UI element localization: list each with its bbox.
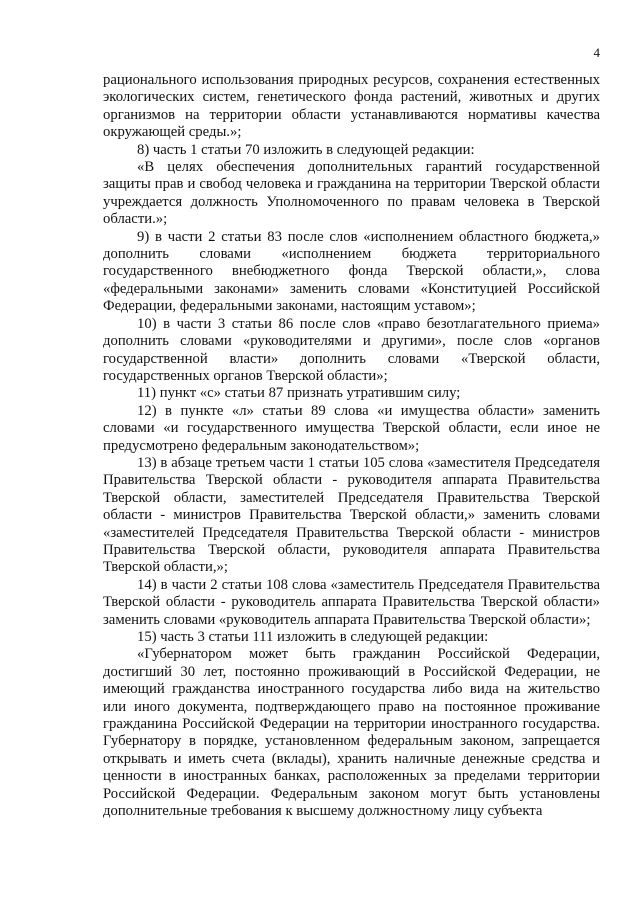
paragraph-continuation: рационального использования природных ресурсов, сохранения естественных экологических систем, генетического фонда растений, животных и других организмов на территории области устанавливаются нормативы качества окружающей среды.»; bbox=[103, 72, 600, 141]
paragraph-item-12: 12) в пункте «л» статьи 89 слова «и имущества области» заменить словами «и государственного имущества Тверской области, если иное не предусмотрено федеральным законодательством»; bbox=[103, 402, 600, 454]
paragraph-item-15: 15) часть 3 статьи 111 изложить в следующей редакции: bbox=[137, 629, 489, 645]
paragraph-item-8: 8) часть 1 статьи 70 изложить в следующей редакции: bbox=[137, 141, 475, 158]
paragraph-item-10: 10) в части 3 статьи 86 после слов «право безотлагательного приема» дополнить словами «руководителями и другими», после слов «органов государственной власти» дополнить словами «Тверской области, государственных органов Тверской области»; bbox=[103, 315, 600, 384]
page-number: 4 bbox=[593, 45, 600, 60]
paragraph-item-13: 13) в абзаце третьем части 1 статьи 105 слова «заместителя Председателя Правительства Тверской области - руководителя аппарата Правительства Тверской области, заместителей Председателя Правительства Тверской области - министров Правительства Тверской области,» заменить словами «заместителей Председателя Правительства Тверской области - министров Правительства Тверской области, руководителя аппарата Правительства Тверской области,»; bbox=[103, 454, 600, 576]
paragraph-item-11: 11) пункт «с» статьи 87 признать утратившим силу; bbox=[137, 385, 461, 402]
document-body bbox=[103, 72, 600, 820]
paragraph-item-14: 14) в части 2 статьи 108 слова «заместитель Председателя Правительства Тверской области - руководитель аппарата Правительства Тверской области» заменить словами «руководитель аппарата Правительства Тверской области»; bbox=[103, 576, 600, 628]
paragraph-item-9: 9) в части 2 статьи 83 после слов «исполнением областного бюджета,» дополнить словами «исполнением бюджета территориального государственного внебюджетного фонда Тверской области,», слова «федеральными законами» заменить словами «Конституцией Российской Федерации, федеральными законами, настоящим уставом»; bbox=[103, 228, 600, 315]
paragraph-item-8-text: «В целях обеспечения дополнительных гарантий государственной защиты прав и свобод человека и гражданина на территории Тверской области учреждается должность Уполномоченного по правам человека в Тверской области.»; bbox=[103, 159, 600, 228]
paragraph-item-15-text: «Губернатором может быть гражданин Российской Федерации, достигший 30 лет, постоянно проживающий в Российской Федерации, не имеющий гражданства иностранного государства либо вида на жительство или иного документа, подтверждающего право на постоянное проживание гражданина Российской Федерации на территории иностранного государства. Губернатору в порядке, установленном федеральным законом, запрещается открывать и иметь счета (вклады), хранить наличные денежные средства и ценности в иностранных банках, расположенных за пределами территории Российской Федерации. Федеральным законом могут быть установлены дополнительные требования к высшему должностному лицу субъекта bbox=[103, 646, 600, 820]
